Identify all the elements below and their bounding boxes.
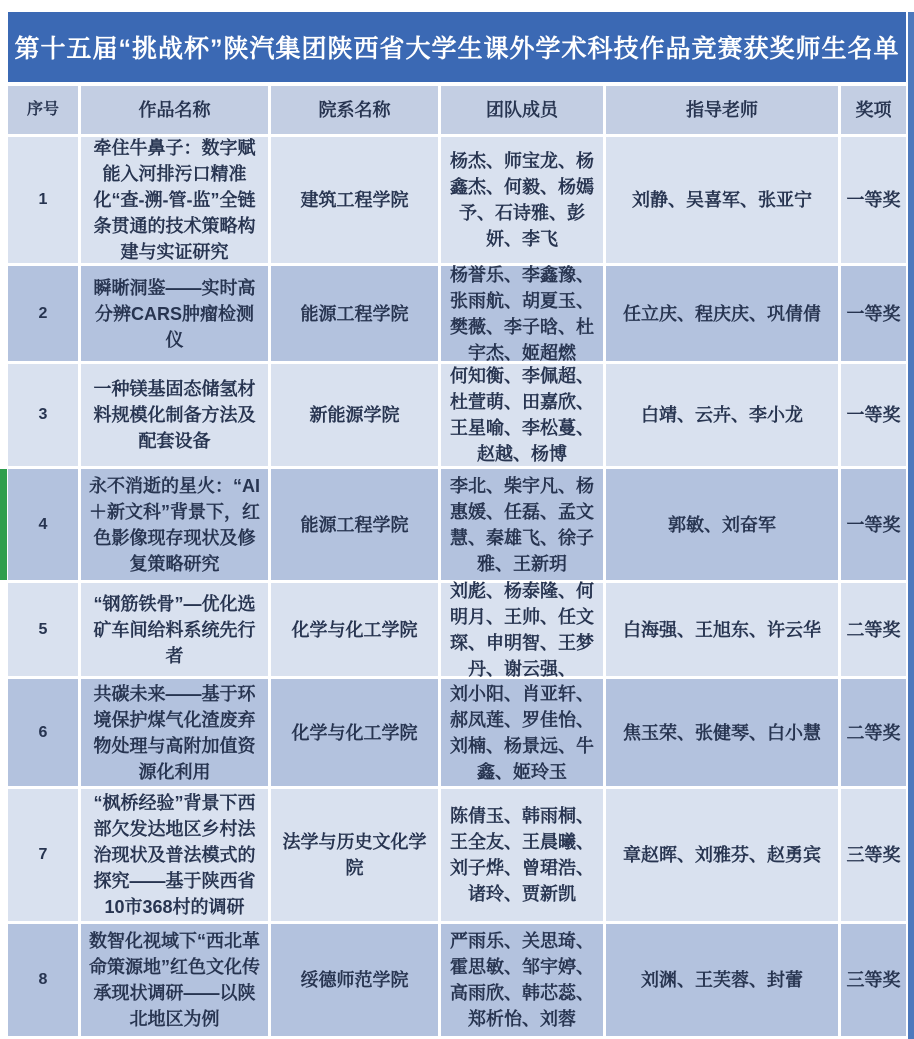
cell-award: 一等奖	[841, 137, 906, 263]
cell-advisors: 刘静、吴喜军、张亚宁	[606, 137, 838, 263]
award-table	[8, 86, 906, 1036]
cell-dept: 能源工程学院	[271, 469, 438, 580]
table-row	[8, 469, 906, 580]
cell-advisors: 章赵晖、刘雅芬、赵勇宾	[606, 789, 838, 921]
table-row	[8, 924, 906, 1036]
cell-no: 5	[8, 583, 78, 676]
cell-advisors: 任立庆、程庆庆、巩倩倩	[606, 266, 838, 361]
cell-no: 8	[8, 924, 78, 1036]
cell-advisors: 郭敏、刘奋军	[606, 469, 838, 580]
cell-members: 杨杰、师宝龙、杨鑫杰、何毅、杨嫣予、石诗雅、彭妍、李飞	[441, 137, 603, 263]
cell-dept: 化学与化工学院	[271, 679, 438, 786]
cell-work: 共碳未来——基于环境保护煤气化渣废弃物处理与高附加值资源化利用	[81, 679, 268, 786]
cell-dept: 法学与历史文化学院	[271, 789, 438, 921]
cell-members: 陈倩玉、韩雨桐、王全友、王晨曦、刘子烨、曾珺浩、诸玲、贾新凯	[441, 789, 603, 921]
table-row	[8, 137, 906, 263]
cell-no: 6	[8, 679, 78, 786]
cell-no: 1	[8, 137, 78, 263]
table-row	[8, 266, 906, 361]
cell-members: 严雨乐、关思琦、霍思敏、邹宇婷、高雨欣、韩芯蕊、郑析怡、刘蓉	[441, 924, 603, 1036]
header-cell-dept: 院系名称	[271, 86, 438, 134]
cell-members: 何知衡、李佩超、杜萱萌、田嘉欣、王星喻、李松蔓、赵越、杨博	[441, 364, 603, 466]
cell-award: 一等奖	[841, 266, 906, 361]
cell-dept: 建筑工程学院	[271, 137, 438, 263]
cell-award: 一等奖	[841, 364, 906, 466]
table-row	[8, 679, 906, 786]
cell-work: 一种镁基固态储氢材料规模化制备方法及配套设备	[81, 364, 268, 466]
cell-no: 3	[8, 364, 78, 466]
cell-advisors: 焦玉荣、张健琴、白小慧	[606, 679, 838, 786]
cell-work: “钢筋铁骨”—优化选矿车间给料系统先行者	[81, 583, 268, 676]
table-row	[8, 789, 906, 921]
header-cell-award: 奖项	[841, 86, 906, 134]
cell-members: 杨誉乐、李鑫豫、张雨航、胡夏玉、樊薇、李子晗、杜宇杰、姬超燃	[441, 266, 603, 361]
cell-award: 三等奖	[841, 789, 906, 921]
cell-no: 7	[8, 789, 78, 921]
cell-members: 李北、柴宇凡、杨惠媛、任磊、孟文慧、秦雄飞、徐子雅、王新玥	[441, 469, 603, 580]
cell-dept: 新能源学院	[271, 364, 438, 466]
cell-award: 一等奖	[841, 469, 906, 580]
cell-award: 二等奖	[841, 583, 906, 676]
header-cell-advisors: 指导老师	[606, 86, 838, 134]
right-edge-strip	[908, 12, 914, 1039]
cell-work: 牵住牛鼻子：数字赋能入河排污口精准化“查-溯-管-监”全链条贯通的技术策略构建与实证研究	[81, 137, 268, 263]
cell-dept: 化学与化工学院	[271, 583, 438, 676]
title-banner	[8, 12, 906, 82]
cell-work: 永不消逝的星火：“AI＋新文科”背景下，红色影像现存现状及修复策略研究	[81, 469, 268, 580]
cell-no: 2	[8, 266, 78, 361]
header-cell-no: 序号	[8, 86, 78, 134]
cell-members: 刘小阳、肖亚轩、郝凤莲、罗佳怡、刘楠、杨景远、牛鑫、姬玲玉	[441, 679, 603, 786]
cell-advisors: 白海强、王旭东、许云华	[606, 583, 838, 676]
table-row	[8, 580, 906, 679]
cell-members: 刘彪、杨泰隆、何明月、王帅、任文琛、申明智、王梦丹、谢云强、	[441, 583, 603, 676]
header-cell-members: 团队成员	[441, 86, 603, 134]
table-header-row	[8, 86, 906, 134]
row4-green-accent-strip	[0, 469, 7, 580]
cell-advisors: 刘渊、王芙蓉、封蕾	[606, 924, 838, 1036]
page-title: 第十五届“挑战杯”陕汽集团陕西省大学生课外学术科技作品竞赛获奖师生名单	[14, 35, 900, 63]
cell-work: 瞬晰洞鉴——实时高分辨CARS肿瘤检测仪	[81, 266, 268, 361]
cell-award: 三等奖	[841, 924, 906, 1036]
cell-work: “枫桥经验”背景下西部欠发达地区乡村法治现状及普法模式的探究——基于陕西省10市368村的调研	[81, 789, 268, 921]
header-cell-work: 作品名称	[81, 86, 268, 134]
cell-no: 4	[8, 469, 78, 580]
table-row	[8, 364, 906, 466]
cell-award: 二等奖	[841, 679, 906, 786]
cell-dept: 绥德师范学院	[271, 924, 438, 1036]
cell-work: 数智化视域下“西北革命策源地”红色文化传承现状调研——以陕北地区为例	[81, 924, 268, 1036]
cell-dept: 能源工程学院	[271, 266, 438, 361]
cell-advisors: 白靖、云卉、李小龙	[606, 364, 838, 466]
